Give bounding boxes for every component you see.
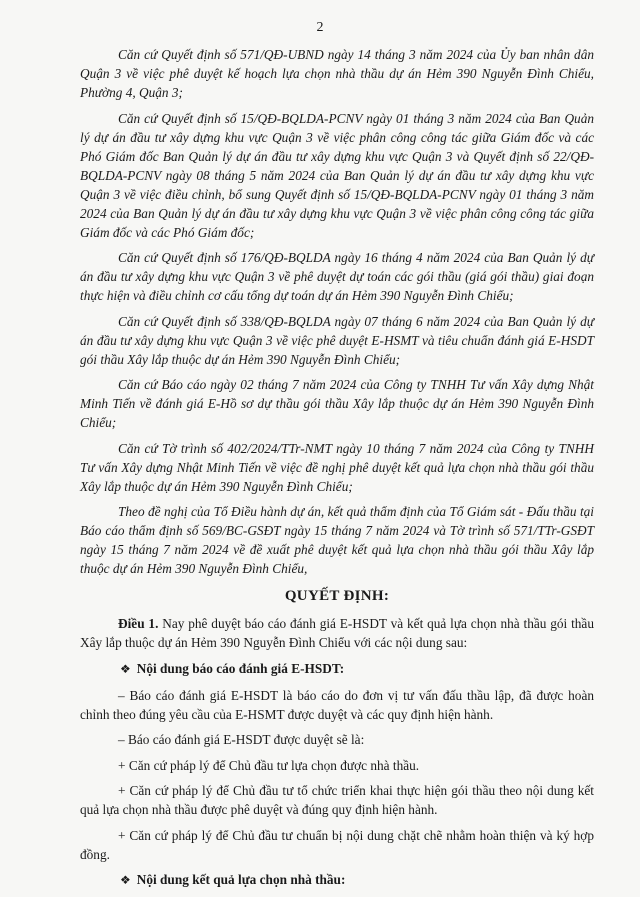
diamond-bullet-icon: ❖ (120, 661, 131, 676)
plus-item: + Căn cứ pháp lý để Chủ đầu tư tổ chức triển khai thực hiện gói thầu theo nội dung kết quả lựa chọn nhà thầu được phê duyệt và đúng quy định hiện hành. (80, 783, 594, 817)
decision-title: QUYẾT ĐỊNH: (284, 588, 390, 604)
section-report-heading (80, 659, 594, 679)
section-result-heading (80, 870, 594, 890)
preamble-paragraph: Căn cứ Quyết định số 338/QĐ-BQLDA ngày 07 tháng 6 năm 2024 của Ban Quản lý dự án đầu tư xây dựng khu vực Quận 3 về việc phê duyệt E-HSMT và tiêu chuẩn đánh giá E-HSDT gói thầu Xây lắp thuộc dự án Hẻm 390 Nguyễn Đình Chiểu; (80, 313, 594, 367)
preamble-paragraph: Căn cứ Quyết định số 571/QĐ-UBND ngày 14 tháng 3 năm 2024 của Ủy ban nhân dân Quận 3 về việc phê duyệt kế hoạch lựa chọn nhà thầu dự án Hẻm 390 Nguyễn Đình Chiểu, Phường 4, Quận 3; (80, 47, 594, 100)
dash-item: – Báo cáo đánh giá E-HSDT được duyệt sẽ là: (118, 732, 365, 747)
article-1 (80, 614, 594, 652)
preamble-paragraph: Căn cứ Quyết định số 15/QĐ-BQLDA-PCNV ngày 01 tháng 3 năm 2024 của Ban Quản lý dự án đầu tư xây dựng khu vực Quận 3 về việc phân công công tác giữa Giám đốc và các Phó Giám đốc Ban Quản lý dự án đầu tư xây dựng khu vực Quận 3 và Quyết định số 22/QĐ-BQLDA-PCNV ngày 08 tháng 5 năm 2024 của Ban Quản lý dự án đầu tư xây dựng khu vực Quận 3 về việc điều chỉnh, bổ sung Quyết định số 15/QĐ-BQLDA-PCNV ngày 01 tháng 3 năm 2024 của Ban Quản lý dự án đầu tư xây dựng khu vực Quận 3 về việc phân công công tác giữa Giám đốc và các Phó Giám đốc; (80, 110, 594, 240)
section-report-title: Nội dung báo cáo đánh giá E-HSDT: (136, 660, 345, 676)
article-1-text: Nay phê duyệt báo cáo đánh giá E-HSDT và kết quả lựa chọn nhà thầu gói thầu Xây lắp thuộc dự án Hẻm 390 Nguyễn Đình Chiểu với các nội dung sau: (80, 616, 594, 650)
preamble-paragraph: Căn cứ Báo cáo ngày 02 tháng 7 năm 2024 của Công ty TNHH Tư vấn Xây dựng Nhật Minh Tiến về đánh giá E-Hồ sơ dự thầu gói thầu Xây lắp thuộc dự án Hẻm 390 Nguyễn Đình Chiểu; (80, 377, 594, 430)
diamond-bullet-icon: ❖ (120, 873, 131, 887)
article-1-label: Điều 1. (118, 616, 159, 631)
section-result-title: Nội dung kết quả lựa chọn nhà thầu: (136, 872, 346, 887)
plus-item: + Căn cứ pháp lý để Chủ đầu tư chuẩn bị nội dung chặt chẽ nhằm hoàn thiện và ký hợp đồng. (80, 827, 594, 862)
preamble-paragraph: Căn cứ Tờ trình số 402/2024/TTr-NMT ngày 10 tháng 7 năm 2024 của Công ty TNHH Tư vấn Xây dựng Nhật Minh Tiến về việc đề nghị phê duyệt kết quả lựa chọn nhà thầu gói thầu Xây lắp thuộc dự án Hẻm 390 Nguyễn Đình Chiểu; (80, 440, 594, 494)
document-body (80, 45, 594, 897)
dash-item: – Báo cáo đánh giá E-HSDT là báo cáo do đơn vị tư vấn đấu thầu lập, đã được hoàn chỉnh theo đúng yêu cầu của E-HSMT được duyệt và các quy định hiện hành. (80, 687, 594, 722)
preamble-paragraph: Căn cứ Quyết định số 176/QĐ-BQLDA ngày 16 tháng 4 năm 2024 của Ban Quản lý dự án đầu tư xây dựng khu vực Quận 3 về phê duyệt dự toán các gói thầu (giá gói thầu) giai đoạn thực hiện và điều chỉnh cơ cấu tổng dự toán dự án Hẻm 390 Nguyễn Đình Chiểu; (80, 250, 594, 303)
plus-item: + Căn cứ pháp lý để Chủ đầu tư lựa chọn được nhà thầu. (118, 757, 420, 773)
preamble-paragraph: Theo đề nghị của Tổ Điều hành dự án, kết quả thẩm định của Tổ Giám sát - Đấu thầu tại Báo cáo thẩm định số 569/BC-GSĐT ngày 15 tháng 7 năm 2024 và Tờ trình số 571/TTr-GSĐT ngày 15 tháng 7 năm 2024 về đề xuất phê duyệt kết quả lựa chọn nhà thầu gói thầu Xây lắp thuộc dự án Hẻm 390 Nguyễn Đình Chiểu, (80, 504, 594, 576)
page-number: 2 (316, 20, 324, 35)
